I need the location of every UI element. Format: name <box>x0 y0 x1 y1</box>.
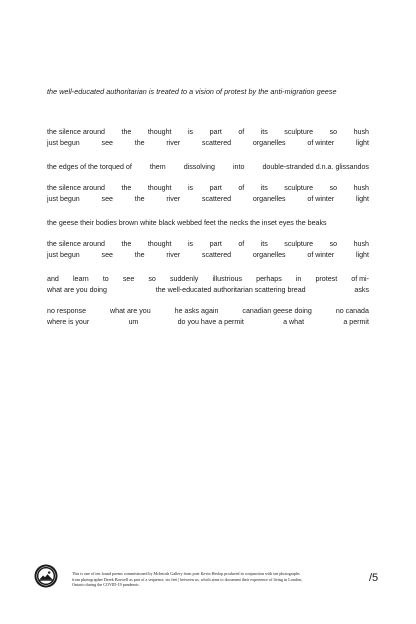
poem-word: um <box>128 318 139 326</box>
poem-word: he asks again <box>174 307 219 315</box>
poem-word: thought <box>147 184 172 192</box>
poem-word: thought <box>147 128 172 136</box>
poem-word: just begun <box>47 139 80 147</box>
poem-word: no canada <box>335 307 369 315</box>
poem-word: is <box>187 240 194 248</box>
footnote-line: This is one of ten found poems commissioned by McIntosh Gallery from poet Kevin Heslop produced in conjunction with ten photographs <box>72 571 300 576</box>
poem-word: them <box>149 163 166 171</box>
poem-word: canadian geese doing <box>242 307 312 315</box>
poem-word: river <box>166 251 181 259</box>
poem-word: so <box>329 240 338 248</box>
poem-line <box>47 128 369 138</box>
poem-word: part <box>209 240 222 248</box>
poem-word: protest <box>315 275 338 283</box>
page-number: /5 <box>369 572 379 584</box>
poem-word: see <box>122 275 135 283</box>
poem-word: the <box>134 139 145 147</box>
poem-word: suddenly <box>169 275 199 283</box>
poem-line <box>47 219 369 229</box>
poem-word: so <box>148 275 156 283</box>
poem-word: what are you doing <box>47 286 107 294</box>
poem-word: dissolving <box>183 163 215 171</box>
poem-word: and <box>47 275 59 283</box>
poem-word: a what <box>283 318 305 326</box>
poem-word: part <box>209 128 222 136</box>
poem-word: the <box>121 184 132 192</box>
poem-word: part <box>209 184 222 192</box>
poem-word: the silence around <box>47 240 105 248</box>
poem-word: where is your <box>47 318 90 326</box>
poem-word: no response <box>47 307 87 315</box>
poem-line <box>47 195 369 205</box>
poem-word: of winter <box>307 195 335 203</box>
poem-word: the edges of the torqued of <box>47 163 132 171</box>
poem-word: scattered <box>201 251 232 259</box>
poem-word: see <box>101 251 113 259</box>
poem-word: see <box>101 139 113 147</box>
poem-line <box>47 139 369 149</box>
poem-word: light <box>355 139 369 147</box>
poem-line <box>47 240 369 250</box>
footnote-line: from photographer Derek Boswell as part of a sequence, six feet | between us, which aims to document their experience of living in London, <box>72 576 302 582</box>
poem-word: scattered <box>201 139 232 147</box>
poem-line <box>47 251 369 261</box>
poem-word: sculpture <box>284 128 314 136</box>
poem-word: so <box>329 184 338 192</box>
poem-word: of winter <box>307 251 335 259</box>
poem-word: of winter <box>307 139 335 147</box>
poem-word: perhaps <box>256 275 282 283</box>
footnote <box>72 571 354 588</box>
poem-word: the <box>134 251 145 259</box>
poem-word: scattered <box>201 195 232 203</box>
poem-word: light <box>355 195 369 203</box>
poem-word: of mi- <box>351 275 369 283</box>
poem-word: is <box>187 128 194 136</box>
poem-word: thought <box>147 240 172 248</box>
poem-word: just begun <box>47 251 80 259</box>
poem-word: its <box>260 240 268 248</box>
poem-word: river <box>166 195 181 203</box>
poem-word: hush <box>353 184 369 192</box>
poem-line <box>47 163 369 173</box>
poem-word: the silence around <box>47 128 105 136</box>
poem-word: organelles <box>252 195 286 203</box>
poem-word: the <box>134 195 145 203</box>
poem-line <box>47 318 369 328</box>
poem-word: hush <box>353 240 369 248</box>
poem-word: double-stranded d.n.a. glissandos <box>262 163 369 171</box>
poem-word: do you have a permit <box>177 318 244 326</box>
poem-line <box>47 286 369 296</box>
poem-word: organelles <box>252 139 286 147</box>
poem-epigraph: the well-educated authoritarian is treated to a vision of protest by the anti-migration geese <box>47 87 337 96</box>
poem-word: the <box>121 128 132 136</box>
poem-word: organelles <box>252 251 286 259</box>
poem-line <box>47 184 369 194</box>
poem-word: the <box>121 240 132 248</box>
poem-word: see <box>101 195 113 203</box>
poem-word: sculpture <box>284 240 314 248</box>
footnote-line: Ontario during the COVID-19 pandemic. <box>72 582 140 588</box>
poem-word: hush <box>353 128 369 136</box>
poem-word: the well-educated authoritarian scattering bread <box>155 286 306 294</box>
poem-word: river <box>166 139 181 147</box>
poem-word: learn <box>72 275 89 283</box>
poem-word: of <box>238 128 245 136</box>
poem-word: into <box>232 163 245 171</box>
poem-word: of <box>238 240 245 248</box>
poem-word: in <box>295 275 302 283</box>
poem-word: is <box>187 184 194 192</box>
poem-word: the geese their bodies brown white black webbed feet the necks the inset eyes the beaks <box>47 219 327 227</box>
gallery-seal-icon <box>34 564 58 588</box>
poem-word: sculpture <box>284 184 314 192</box>
poem-line <box>47 307 369 317</box>
poem-word: what are you <box>110 307 151 315</box>
poem-word: its <box>260 184 268 192</box>
poem-word: just begun <box>47 195 80 203</box>
poem-word: light <box>355 251 369 259</box>
poem-word: asks <box>354 286 369 294</box>
poem-word: to <box>102 275 109 283</box>
poem-word: its <box>260 128 268 136</box>
poem-word: a permit <box>343 318 369 326</box>
poem-line <box>47 275 369 285</box>
poem-word: illustrious <box>212 275 243 283</box>
poem-word: so <box>329 128 338 136</box>
poem-word: of <box>238 184 245 192</box>
poem-word: the silence around <box>47 184 105 192</box>
